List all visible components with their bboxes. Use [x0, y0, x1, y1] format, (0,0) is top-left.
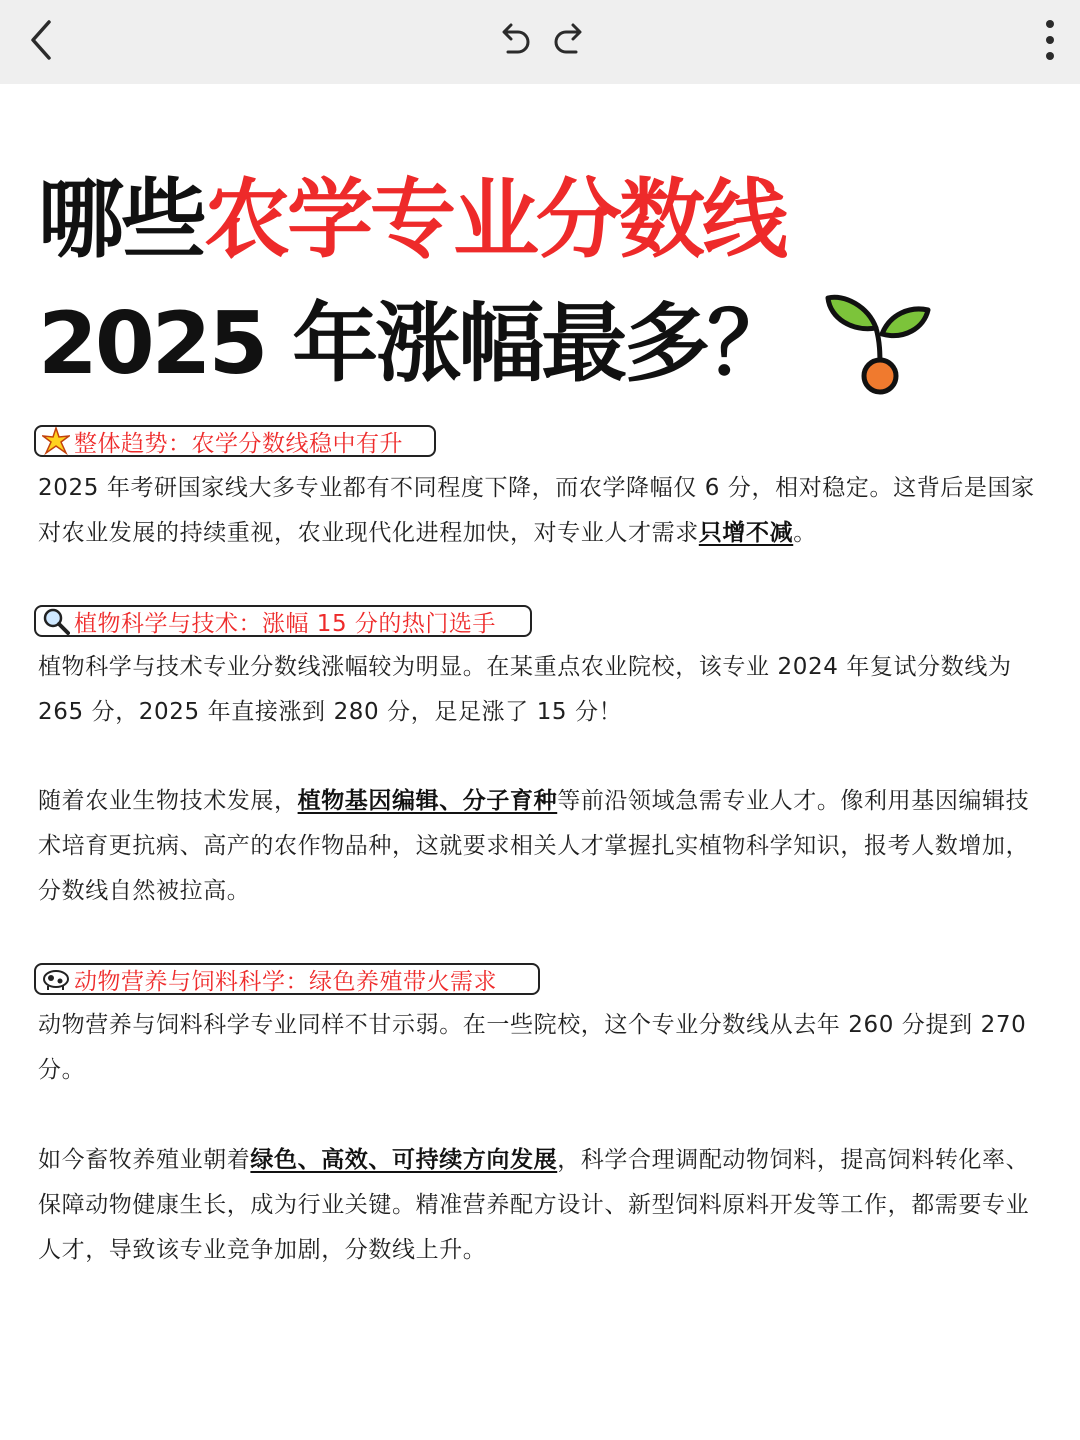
section-tag-plant: [34, 605, 532, 637]
more-options-button[interactable]: [1030, 14, 1070, 66]
section-tag-text: 动物营养与饲料科学：绿色养殖带火需求: [74, 968, 497, 995]
headline-red-text: 农学专业分数线: [204, 170, 785, 270]
animal-text-end: ，科学合理调配动物饲料，提高饲料转化率、保障动物健康生长，成为行业关键。精准营养配方设计、新型饲料原料开发等工作，都需要专业人才，导致该专业竞争加剧，分数线上升。: [38, 1147, 1030, 1263]
animal-paragraph-2: [38, 1138, 1048, 1273]
headline-line-1: [38, 170, 785, 270]
top-toolbar: [0, 0, 1080, 84]
section-tag-animal: [34, 963, 540, 995]
animal-text: 如今畜牧养殖业朝着: [38, 1147, 251, 1173]
plant-text-end: 等前沿领域急需专业人才。像利用基因编辑技术培育更抗病、高产的农作物品种，这就要求相关人才掌握扎实植物科学知识，报考人数增加，分数线自然被拉高。: [38, 788, 1030, 904]
cow-icon: [40, 965, 72, 993]
animal-highlight: 绿色、高效、可持续方向发展: [250, 1147, 558, 1173]
section-tag-trend: [34, 425, 436, 457]
trend-text-end: 。: [793, 520, 817, 546]
magnifier-icon: [40, 607, 72, 635]
trend-highlight: 只增不减: [698, 520, 794, 546]
section-tag-text: 整体趋势：农学分数线稳中有升: [74, 430, 403, 457]
headline-line-2: 2025 年涨幅最多？: [38, 294, 791, 394]
headline-dark-text: 哪些: [38, 170, 204, 270]
trend-paragraph: [38, 466, 1048, 556]
plant-text: 随着农业生物技术发展，: [38, 788, 298, 814]
sparkle-icon: [40, 427, 72, 455]
redo-button[interactable]: [546, 16, 592, 64]
plant-paragraph-2: [38, 779, 1048, 914]
back-button[interactable]: [18, 14, 66, 66]
chevron-left-icon: [27, 18, 57, 62]
undo-button[interactable]: [492, 16, 538, 64]
trend-text: 2025 年考研国家线大多专业都有不同程度下降，而农学降幅仅 6 分，相对稳定。这背后是国家对农业发展的持续重视，农业现代化进程加快，对专业人才需求: [38, 475, 1035, 546]
article-content: [0, 84, 1080, 1440]
plant-highlight: 植物基因编辑、分子育种: [297, 788, 558, 814]
undo-icon: [498, 20, 532, 60]
redo-icon: [552, 20, 586, 60]
sprout-icon: [824, 288, 934, 398]
plant-paragraph-1: 植物科学与技术专业分数线涨幅较为明显。在某重点农业院校，该专业 2024 年复试分数线为 265 分，2025 年直接涨到 280 分，足足涨了 15 分！: [38, 654, 1012, 725]
section-tag-text: 植物科学与技术：涨幅 15 分的热门选手: [74, 610, 496, 637]
more-vertical-icon: [1044, 16, 1056, 64]
animal-paragraph-1: 动物营养与饲料科学专业同样不甘示弱。在一些院校，这个专业分数线从去年 260 分提到 270 分。: [38, 1012, 1027, 1083]
